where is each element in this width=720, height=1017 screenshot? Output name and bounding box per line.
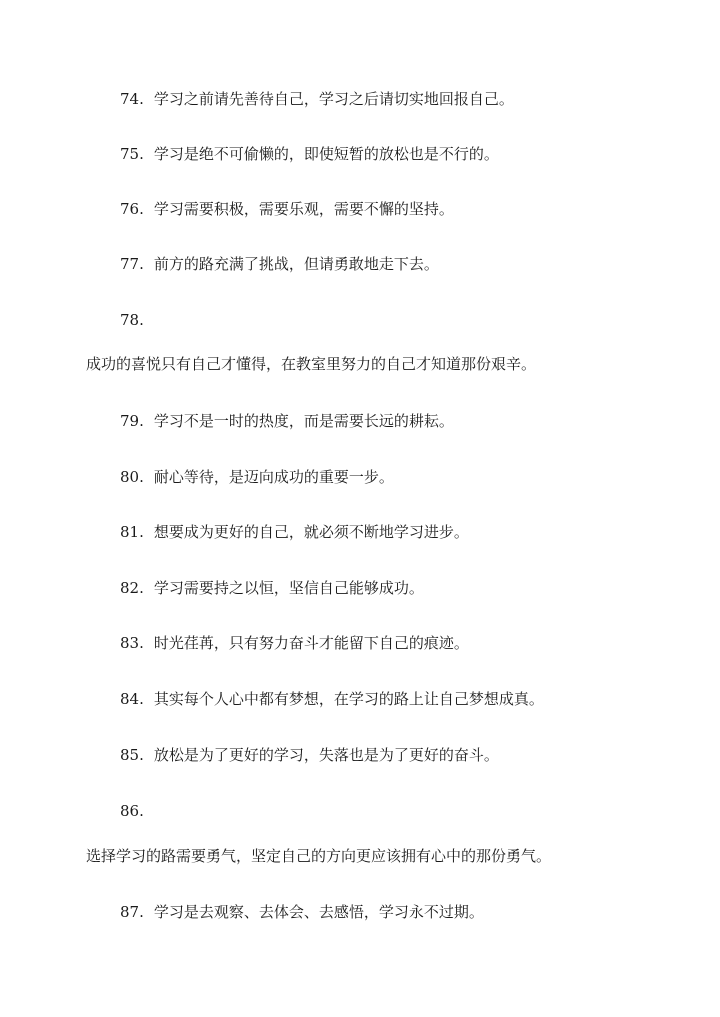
item-number: 82. xyxy=(120,579,144,597)
list-item xyxy=(120,89,514,109)
item-text: 学习需要持之以恒，坚信自己能够成功。 xyxy=(153,579,424,597)
item-number: 77. xyxy=(120,255,144,273)
list-item xyxy=(120,199,454,219)
item-number: 80. xyxy=(120,468,144,486)
item-text: 选择学习的路需要勇气，坚定自己的方向更应该拥有心中的那份勇气。 xyxy=(86,847,552,865)
list-item xyxy=(120,902,484,922)
list-item xyxy=(120,467,394,487)
item-number: 86. xyxy=(120,802,144,820)
item-text: 其实每个人心中都有梦想，在学习的路上让自己梦想成真。 xyxy=(153,690,544,708)
item-number: 74. xyxy=(120,90,144,108)
list-item-number-only xyxy=(120,310,144,330)
list-item xyxy=(120,578,424,598)
item-text: 耐心等待，是迈向成功的重要一步。 xyxy=(153,468,394,486)
item-text: 学习是绝不可偷懒的，即使短暂的放松也是不行的。 xyxy=(153,145,499,163)
item-number: 76. xyxy=(120,200,144,218)
list-item-wrapped-text xyxy=(86,846,551,866)
item-text: 学习是去观察、去体会、去感悟，学习永不过期。 xyxy=(153,903,484,921)
item-text: 想要成为更好的自己，就必须不断地学习进步。 xyxy=(153,523,469,541)
list-item xyxy=(120,144,499,164)
list-item xyxy=(120,689,544,709)
list-item-wrapped-text xyxy=(86,354,536,374)
item-number: 81. xyxy=(120,523,144,541)
list-item xyxy=(120,522,469,542)
item-text: 放松是为了更好的学习，失落也是为了更好的奋斗。 xyxy=(153,746,499,764)
list-item xyxy=(120,633,469,653)
list-item xyxy=(120,745,499,765)
item-text: 学习之前请先善待自己，学习之后请切实地回报自己。 xyxy=(153,90,514,108)
item-text: 成功的喜悦只有自己才懂得，在教室里努力的自己才知道那份艰辛。 xyxy=(86,355,537,373)
list-item xyxy=(120,411,454,431)
item-text: 学习不是一时的热度，而是需要长远的耕耘。 xyxy=(153,412,454,430)
item-number: 87. xyxy=(120,903,144,921)
list-item xyxy=(120,254,439,274)
item-number: 78. xyxy=(120,311,144,329)
item-number: 85. xyxy=(120,746,144,764)
item-number: 75. xyxy=(120,145,144,163)
item-number: 83. xyxy=(120,634,144,652)
list-item-number-only xyxy=(120,801,144,821)
item-text: 前方的路充满了挑战，但请勇敢地走下去。 xyxy=(153,255,439,273)
item-text: 学习需要积极，需要乐观，需要不懈的坚持。 xyxy=(153,200,454,218)
item-text: 时光荏苒，只有努力奋斗才能留下自己的痕迹。 xyxy=(153,634,469,652)
item-number: 79. xyxy=(120,412,144,430)
item-number: 84. xyxy=(120,690,144,708)
